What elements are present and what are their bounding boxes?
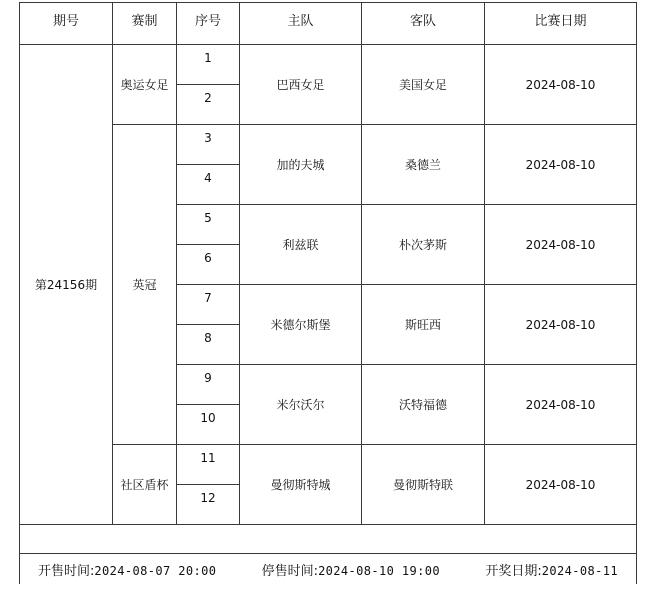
home-team-cell: 利兹联 — [240, 205, 362, 285]
match-schedule-table — [19, 2, 637, 584]
away-team-cell: 沃特福德 — [362, 365, 485, 445]
sale-start-label: 开售时间: — [38, 563, 95, 579]
seq-cell: 8 — [177, 325, 240, 365]
sale-stop-value: 2024-08-10 19:00 — [318, 563, 441, 578]
type-cell: 社区盾杯 — [113, 445, 177, 525]
match-date-cell: 2024-08-10 — [485, 445, 637, 525]
sale-info — [20, 554, 636, 584]
seq-cell: 3 — [177, 125, 240, 165]
seq-cell: 2 — [177, 85, 240, 125]
footer-row — [20, 554, 637, 585]
home-team-cell: 曼彻斯特城 — [240, 445, 362, 525]
type-cell: 奥运女足 — [113, 45, 177, 125]
sale-start — [38, 560, 216, 579]
draw-date-value: 2024-08-11 — [541, 563, 618, 578]
table-row — [20, 445, 637, 485]
seq-cell: 6 — [177, 245, 240, 285]
schedule-document — [19, 2, 635, 584]
seq-cell: 4 — [177, 165, 240, 205]
away-team-cell: 曼彻斯特联 — [362, 445, 485, 525]
away-team-cell: 斯旺西 — [362, 285, 485, 365]
header-row — [20, 3, 637, 45]
seq-cell: 12 — [177, 485, 240, 525]
home-team-cell: 米德尔斯堡 — [240, 285, 362, 365]
sale-stop-label: 停售时间: — [261, 563, 319, 579]
away-team-cell: 朴次茅斯 — [362, 205, 485, 285]
blank-cell — [20, 525, 637, 554]
draw-date-label: 开奖日期: — [485, 563, 542, 579]
header-date: 比赛日期 — [485, 3, 637, 45]
footer-cell — [20, 554, 637, 585]
match-date-cell: 2024-08-10 — [485, 205, 637, 285]
type-cell: 英冠 — [113, 125, 177, 445]
seq-cell: 10 — [177, 405, 240, 445]
sale-stop — [262, 560, 440, 579]
table-row — [20, 45, 637, 85]
home-team-cell: 巴西女足 — [240, 45, 362, 125]
seq-cell: 7 — [177, 285, 240, 325]
match-date-cell: 2024-08-10 — [485, 365, 637, 445]
blank-row — [20, 525, 637, 554]
header-seq: 序号 — [177, 3, 240, 45]
table-row — [20, 125, 637, 165]
seq-cell: 5 — [177, 205, 240, 245]
match-date-cell: 2024-08-10 — [485, 285, 637, 365]
away-team-cell: 美国女足 — [362, 45, 485, 125]
header-away: 客队 — [362, 3, 485, 45]
issue-cell: 第24156期 — [20, 45, 113, 525]
home-team-cell: 米尔沃尔 — [240, 365, 362, 445]
seq-cell: 11 — [177, 445, 240, 485]
sale-start-value: 2024-08-07 20:00 — [94, 563, 217, 578]
match-date-cell: 2024-08-10 — [485, 125, 637, 205]
draw-date — [485, 560, 618, 579]
header-issue: 期号 — [20, 3, 113, 45]
seq-cell: 1 — [177, 45, 240, 85]
header-home: 主队 — [240, 3, 362, 45]
match-date-cell: 2024-08-10 — [485, 45, 637, 125]
seq-cell: 9 — [177, 365, 240, 405]
home-team-cell: 加的夫城 — [240, 125, 362, 205]
header-type: 赛制 — [113, 3, 177, 45]
away-team-cell: 桑德兰 — [362, 125, 485, 205]
